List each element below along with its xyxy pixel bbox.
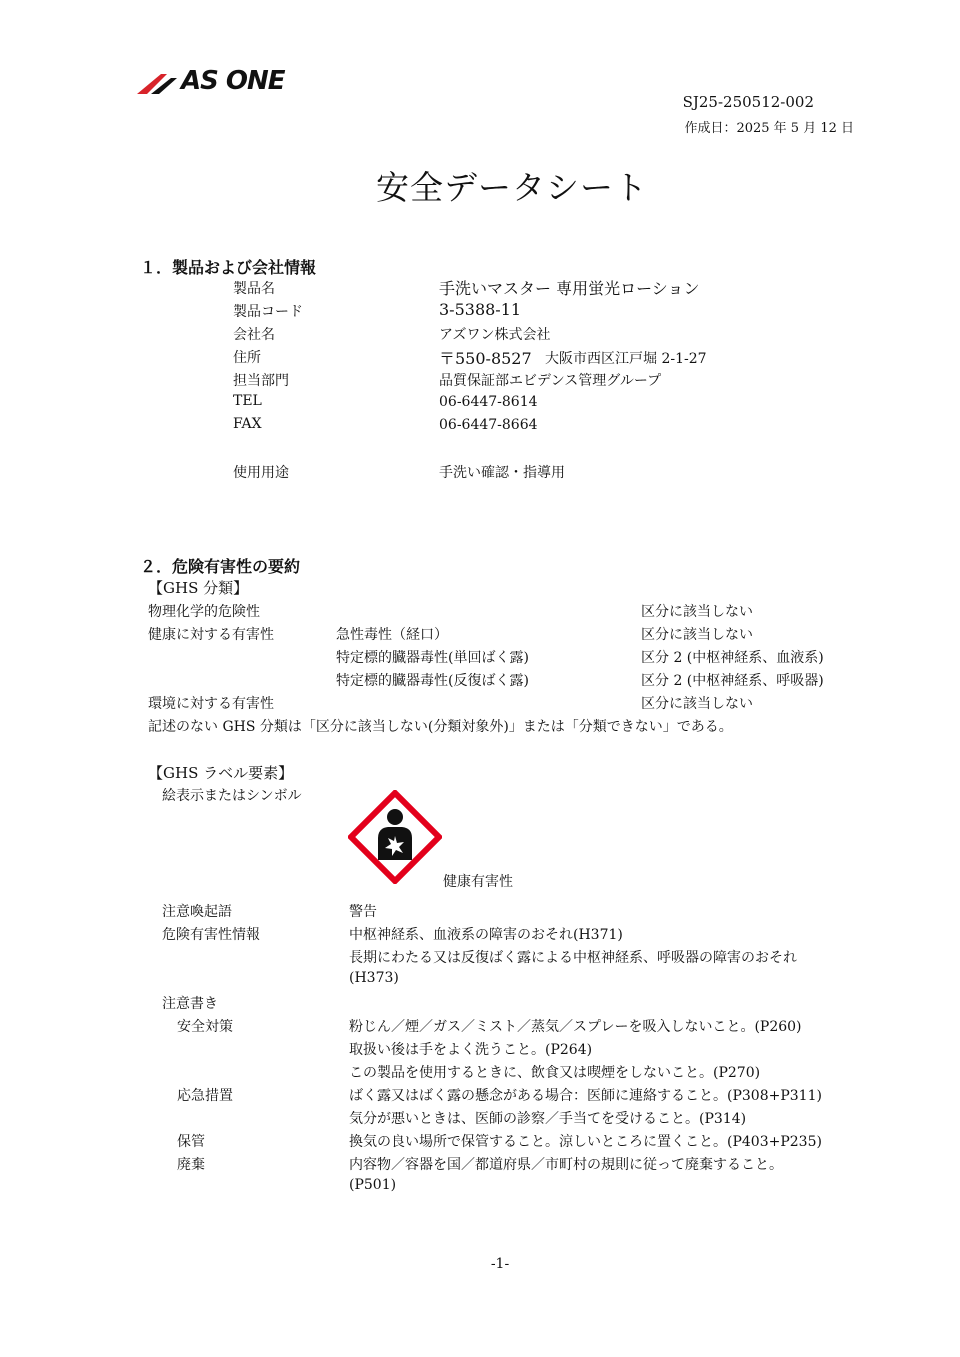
page-number: -1-	[490, 1256, 510, 1272]
hazard-statement: (H373)	[349, 970, 399, 986]
info-value: 3-5388-11	[439, 300, 522, 319]
precaution-statement: この製品を使用するときに、飲食又は喫煙をしないこと。(P270)	[349, 1065, 761, 1081]
fax-value: 06-6447-8664	[439, 417, 538, 433]
hazard-item: 特定標的臓器毒性(単回ばく露)	[336, 650, 529, 666]
created-date: 作成日：2025 年 5 月 12 日	[684, 121, 854, 136]
hazard-category: 環境に対する有害性	[148, 696, 274, 712]
logo-text: AS ONE	[181, 66, 285, 96]
hazard-statement-label: 危険有害性情報	[162, 927, 260, 943]
precaution-statement: 取扱い後は手をよく洗うこと。(P264)	[349, 1042, 593, 1058]
ghs-class-heading: 【GHS 分類】	[148, 579, 249, 597]
hazard-category: 健康に対する有害性	[148, 627, 274, 643]
hazard-result: 区分に該当しない	[641, 604, 753, 620]
page-title: 安全データシート	[376, 168, 648, 207]
hazard-statement: 中枢神経系、血液系の障害のおそれ(H371)	[349, 927, 623, 943]
info-value: アズワン株式会社	[439, 327, 551, 343]
hazard-result: 区分に該当しない	[641, 696, 753, 712]
info-label: 会社名	[233, 327, 275, 343]
precaution-category: 保管	[177, 1134, 205, 1150]
info-value: 手洗いマスター 専用蛍光ローション	[439, 279, 700, 298]
precaution-label: 注意書き	[162, 996, 218, 1012]
precaution-category: 安全対策	[177, 1019, 233, 1035]
precaution-statement: ばく露又はばく露の懸念がある場合：医師に連絡すること。(P308+P311)	[349, 1088, 822, 1104]
precaution-statement: 気分が悪いときは、医師の診察／手当てを受けること。(P314)	[349, 1111, 747, 1127]
info-label: FAX	[233, 416, 262, 432]
precaution-statement: (P501)	[349, 1177, 397, 1193]
pictogram-label: 絵表示またはシンボル	[162, 788, 302, 804]
pictogram-caption: 健康有害性	[443, 874, 513, 890]
info-label: TEL	[233, 393, 262, 409]
hazard-item: 特定標的臓器毒性(反復ばく露)	[336, 673, 529, 689]
logo-mark-icon	[137, 70, 185, 94]
hazard-result: 区分 2 (中枢神経系、呼吸器)	[641, 673, 824, 689]
ghs-label-heading: 【GHS ラベル要素】	[148, 764, 294, 782]
info-label: 担当部門	[233, 373, 289, 389]
hazard-result: 区分 2 (中枢神経系、血液系)	[641, 650, 824, 666]
company-logo	[137, 66, 347, 96]
hazard-item: 急性毒性（経口）	[336, 627, 448, 643]
info-label: 使用用途	[233, 465, 289, 481]
precaution-statement: 内容物／容器を国／都道府県／市町村の規則に従って廃棄すること。	[349, 1157, 783, 1173]
precaution-category: 廃棄	[177, 1157, 205, 1173]
hazard-category: 物理化学的危険性	[148, 604, 260, 620]
hazard-result: 区分に該当しない	[641, 627, 753, 643]
info-value: 手洗い確認・指導用	[439, 465, 565, 481]
signal-word-label: 注意喚起語	[162, 904, 232, 920]
postal-code: 〒550-8527	[439, 349, 532, 368]
ghs-class-note: 記述のない GHS 分類は「区分に該当しない(分類対象外)」または「分類できない」である。	[148, 719, 733, 735]
precaution-category: 応急措置	[177, 1088, 233, 1104]
info-label: 製品コード	[233, 304, 303, 320]
section2-heading: ２．危険有害性の要約	[140, 557, 301, 576]
health-hazard-icon	[348, 790, 442, 884]
section1-heading: １．製品および会社情報	[140, 258, 317, 277]
tel-value: 06-6447-8614	[439, 394, 538, 410]
info-value: 品質保証部エビデンス管理グループ	[439, 373, 662, 389]
signal-word: 警告	[349, 904, 377, 920]
document-number: SJ25-250512-002	[682, 93, 814, 111]
hazard-statement: 長期にわたる又は反復ばく露による中枢神経系、呼吸器の障害のおそれ	[349, 950, 797, 966]
precaution-statement: 換気の良い場所で保管すること。涼しいところに置くこと。(P403+P235)	[349, 1134, 822, 1150]
precaution-statement: 粉じん／煙／ガス／ミスト／蒸気／スプレーを吸入しないこと。(P260)	[349, 1019, 802, 1035]
info-label: 住所	[233, 350, 261, 366]
address: 大阪市西区江戸堀 2-1-27	[545, 351, 707, 367]
info-label: 製品名	[233, 281, 275, 297]
